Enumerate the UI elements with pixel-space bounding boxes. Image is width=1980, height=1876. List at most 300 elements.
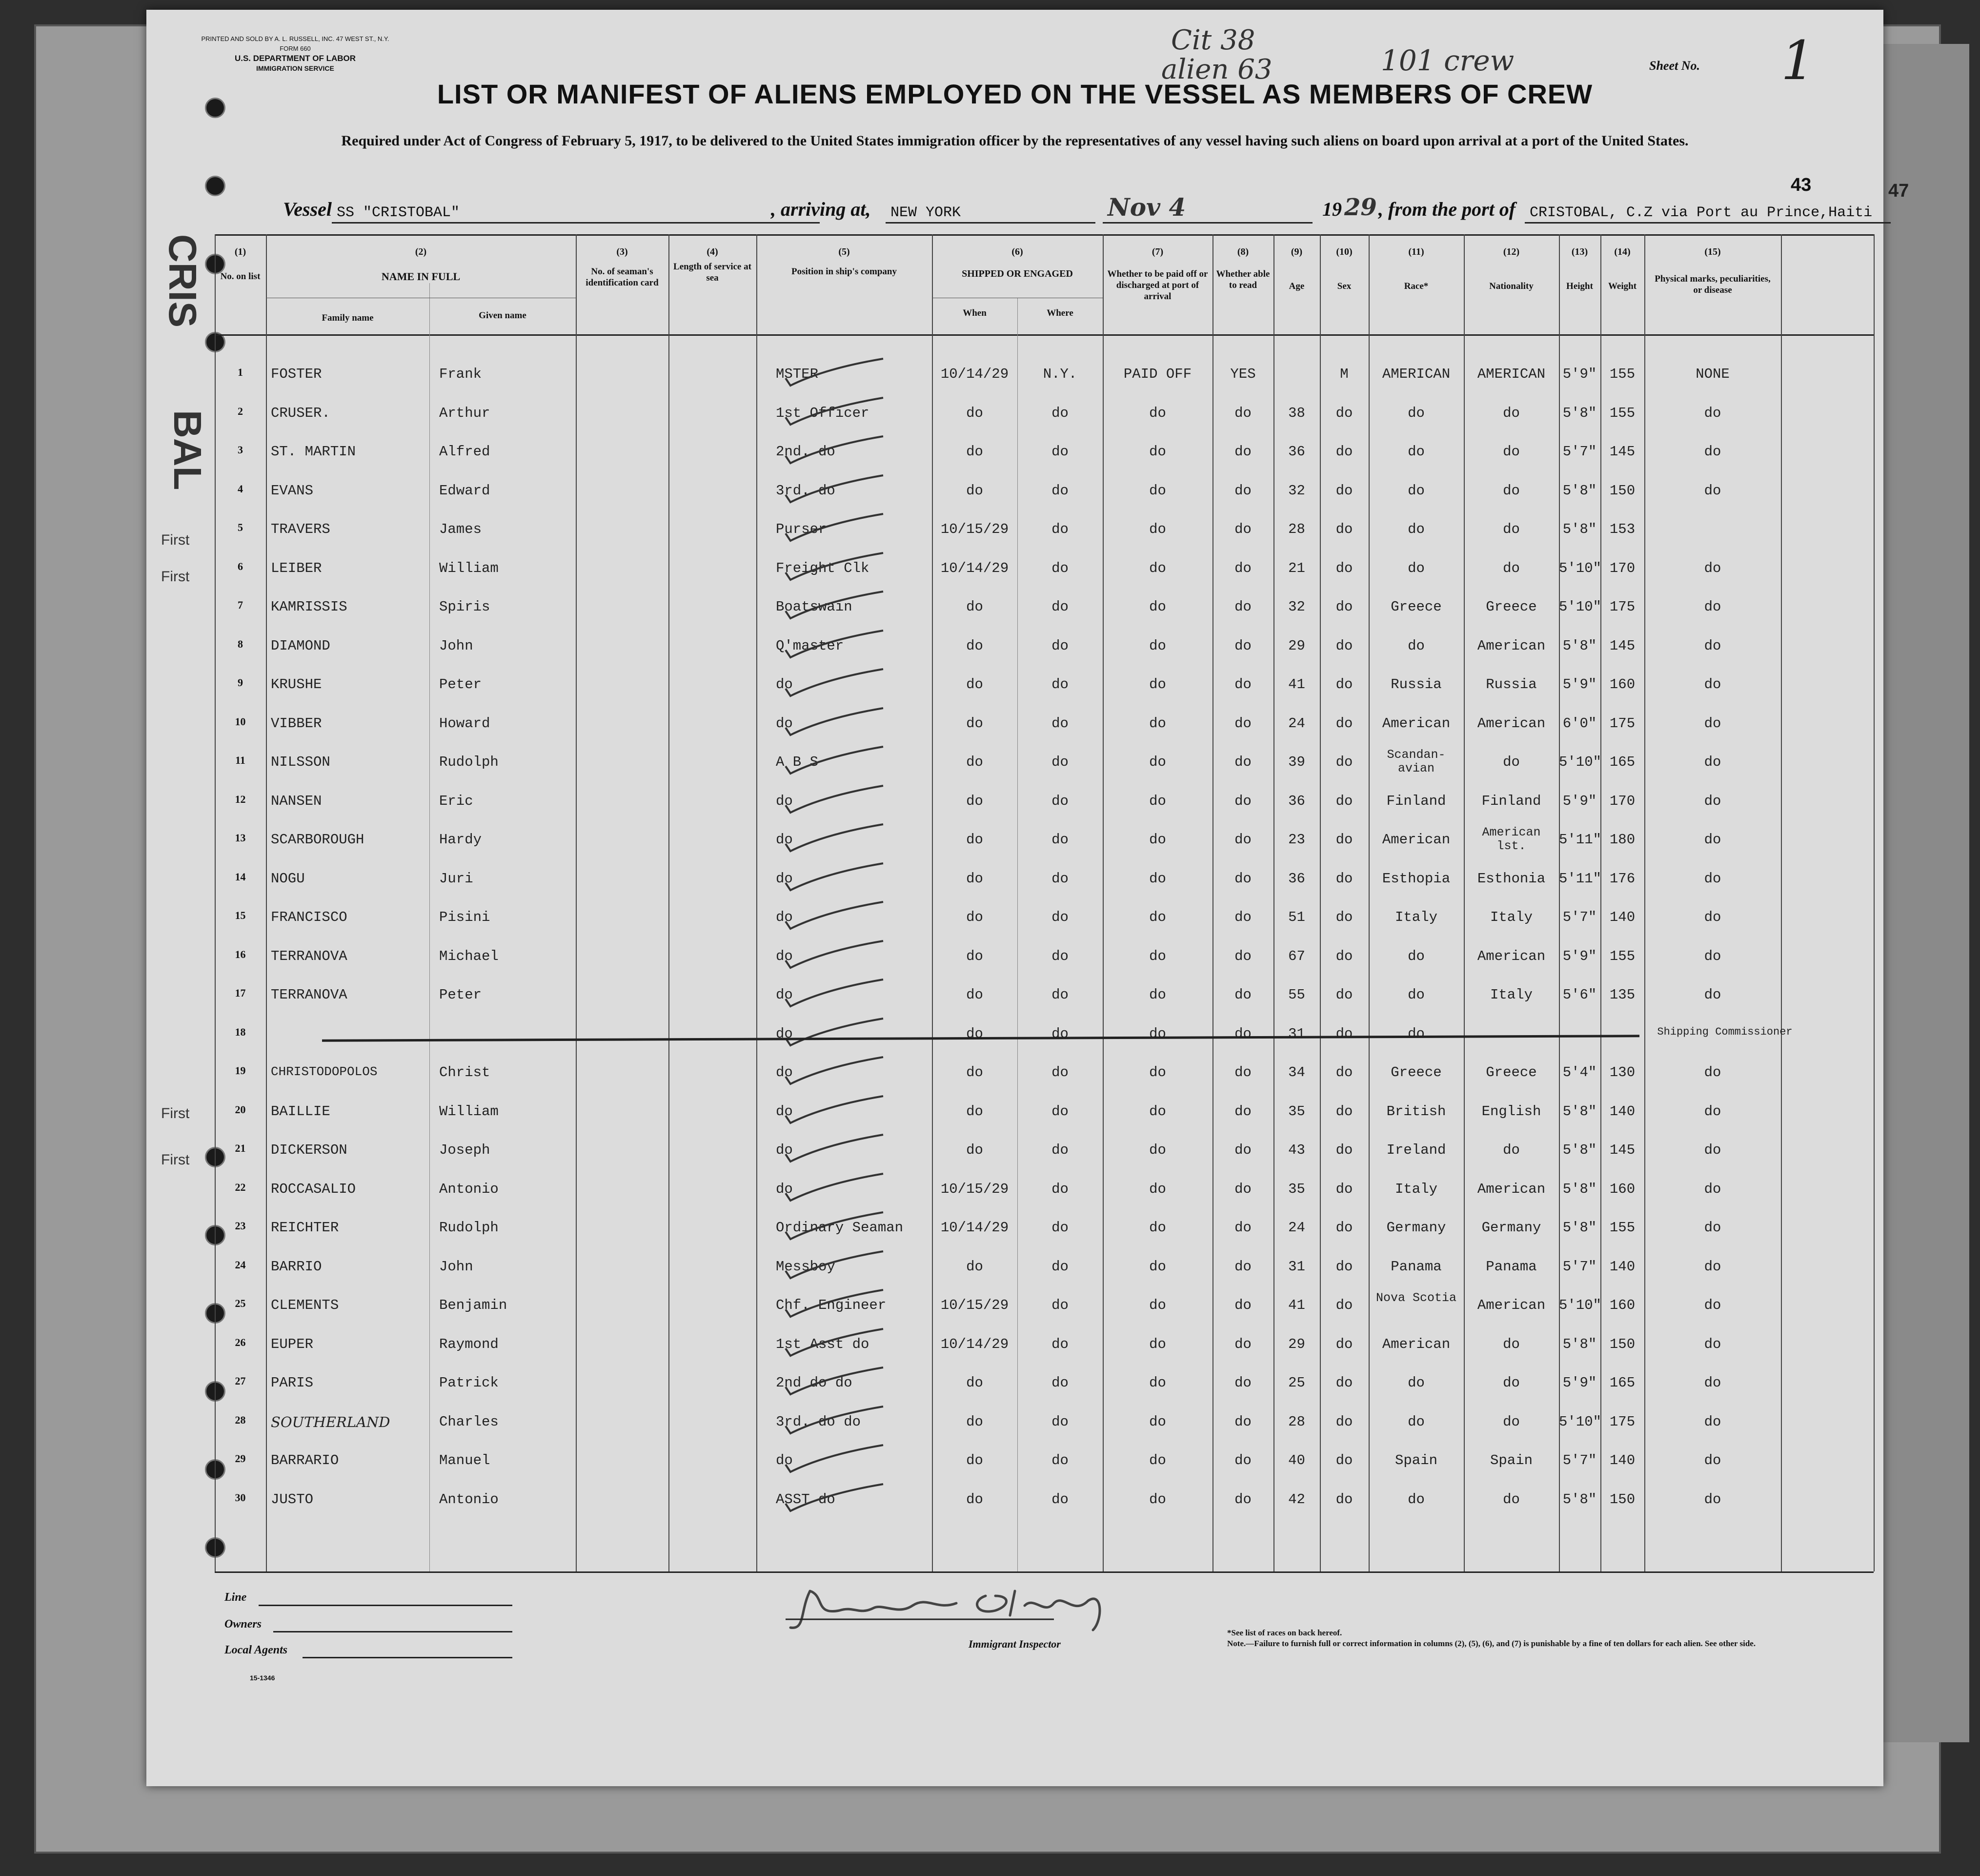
cell-position: Ordinary Seaman	[776, 1220, 904, 1236]
cell-marks: do	[1704, 832, 1721, 848]
vessel-name: SS "CRISTOBAL"	[337, 204, 460, 221]
cell-age: 23	[1288, 832, 1305, 848]
cell-marks: do	[1704, 1297, 1721, 1313]
cell-paid: do	[1149, 599, 1166, 615]
cell-nationality: do	[1503, 1491, 1520, 1508]
cell-height: 6'0"	[1562, 715, 1597, 732]
table-row	[146, 483, 1883, 517]
table-row	[146, 1181, 1883, 1215]
cell-read: YES	[1230, 366, 1256, 382]
cell-race: Russia	[1391, 676, 1442, 693]
cell-where: do	[1051, 1336, 1069, 1352]
cell-no: 24	[235, 1258, 246, 1271]
check-mark	[781, 1171, 888, 1205]
cell-no: 16	[235, 948, 246, 960]
cell-race: do	[1408, 1491, 1425, 1508]
cell-paid: PAID OFF	[1123, 366, 1192, 382]
check-mark	[781, 1055, 888, 1089]
cell-where: do	[1051, 1103, 1069, 1120]
cell-weight: 140	[1609, 1258, 1636, 1275]
cell-height: 5'10"	[1559, 754, 1602, 770]
cell-where: do	[1051, 1375, 1069, 1391]
cell-read: do	[1234, 832, 1252, 848]
cell-family: LEIBER	[271, 560, 322, 576]
cell-sex: do	[1335, 405, 1353, 421]
cell-race: do	[1408, 405, 1425, 421]
cell-where: do	[1051, 1491, 1069, 1508]
table-row	[146, 987, 1883, 1021]
cell-read: do	[1234, 1181, 1252, 1197]
page-number-47: 47	[1888, 181, 1909, 201]
cell-nationality: American	[1477, 637, 1546, 654]
cell-nationality: Italy	[1490, 987, 1533, 1003]
cell-family: CLEMENTS	[271, 1297, 339, 1313]
header-height: Height	[1566, 281, 1593, 291]
cell-position: 2nd do do	[776, 1375, 852, 1391]
table-row	[146, 676, 1883, 711]
cell-sex: do	[1335, 1064, 1353, 1081]
col-number-6: (6)	[1011, 246, 1023, 257]
header-name-in-full: NAME IN FULL	[381, 270, 461, 283]
cell-race: Scandan-avian	[1387, 748, 1446, 775]
cell-paid: do	[1149, 444, 1166, 460]
cell-nationality: American	[1477, 1181, 1546, 1197]
cell-where: do	[1051, 793, 1069, 809]
cell-marks: do	[1704, 1064, 1721, 1081]
margin-first-4: First	[161, 1152, 190, 1168]
cell-weight: 155	[1609, 1220, 1636, 1236]
cell-sex: do	[1335, 1375, 1353, 1391]
line-label: Line	[224, 1591, 247, 1604]
cell-where: do	[1051, 1297, 1069, 1313]
cell-where: do	[1051, 715, 1069, 732]
table-top-border	[215, 234, 1874, 236]
check-mark	[781, 1443, 888, 1477]
cell-nationality: Germany	[1481, 1220, 1541, 1236]
cell-position: ASST do	[776, 1491, 835, 1508]
check-mark	[781, 511, 888, 546]
cell-read: do	[1234, 1452, 1252, 1468]
cell-nationality: Panama	[1486, 1258, 1537, 1275]
cell-sex: do	[1335, 1103, 1353, 1120]
cell-no: 12	[235, 793, 246, 805]
cell-when: do	[966, 832, 983, 848]
cell-given: Raymond	[439, 1336, 499, 1352]
cell-family: TRAVERS	[271, 521, 330, 537]
cell-family: NOGU	[271, 870, 305, 887]
check-mark	[781, 434, 888, 468]
col-number-10: (10)	[1336, 246, 1353, 257]
cell-sex: do	[1335, 521, 1353, 537]
cell-given: Joseph	[439, 1142, 490, 1158]
check-mark	[781, 667, 888, 701]
col-number-12: (12)	[1503, 246, 1520, 257]
local-agents-label: Local Agents	[224, 1644, 288, 1656]
cell-nationality: English	[1481, 1103, 1541, 1120]
cell-marks: do	[1704, 599, 1721, 615]
cell-where: do	[1051, 1181, 1069, 1197]
cell-no: 26	[235, 1336, 246, 1348]
page-number-43: 43	[1791, 175, 1812, 195]
cell-position: Purser	[776, 521, 827, 537]
cell-nationality: do	[1503, 1336, 1520, 1352]
table-row	[146, 521, 1883, 555]
cell-marks: do	[1704, 715, 1721, 732]
cell-when: 10/15/29	[940, 1297, 1009, 1313]
cell-marks: do	[1704, 909, 1721, 925]
owners-underline	[273, 1631, 512, 1632]
races-note: *See list of races on back hereof.	[1227, 1628, 1342, 1637]
cell-weight: 150	[1609, 1336, 1636, 1352]
cell-read: do	[1234, 870, 1252, 887]
cell-no: 20	[235, 1103, 246, 1116]
cell-where: do	[1051, 482, 1069, 499]
table-row	[146, 871, 1883, 905]
cell-read: do	[1234, 521, 1252, 537]
cell-height: 5'8"	[1562, 637, 1597, 654]
table-row	[146, 825, 1883, 866]
table-row	[146, 560, 1883, 594]
cell-race: do	[1408, 444, 1425, 460]
margin-stamp-cris: CRIS	[161, 234, 204, 328]
table-row	[146, 1414, 1883, 1448]
cell-paid: do	[1149, 560, 1166, 576]
cell-age: 35	[1288, 1181, 1305, 1197]
cell-sex: do	[1335, 1181, 1353, 1197]
cell-read: do	[1234, 1025, 1252, 1042]
cell-race: do	[1408, 482, 1425, 499]
cell-family: ST. MARTIN	[271, 444, 356, 460]
cell-sex: do	[1335, 1413, 1353, 1430]
cell-no: 5	[238, 521, 243, 533]
check-mark	[781, 1287, 888, 1322]
cell-age: 25	[1288, 1375, 1305, 1391]
cell-nationality: do	[1503, 444, 1520, 460]
cell-marks: do	[1704, 1452, 1721, 1468]
cell-read: do	[1234, 1491, 1252, 1508]
cell-paid: do	[1149, 637, 1166, 654]
manifest-sheet	[146, 10, 1909, 1786]
cell-where: do	[1051, 948, 1069, 964]
cell-when: 10/14/29	[940, 1336, 1009, 1352]
cell-where: do	[1051, 560, 1069, 576]
cell-nationality: AMERICAN	[1477, 366, 1546, 382]
cell-paid: do	[1149, 1336, 1166, 1352]
cell-given: Charles	[439, 1413, 499, 1430]
cell-race: American	[1382, 832, 1451, 848]
cell-no: 22	[235, 1181, 246, 1193]
cell-no: 4	[238, 482, 243, 495]
cell-given: Howard	[439, 715, 490, 732]
cell-position: 1st Officer	[776, 405, 869, 421]
cell-sex: do	[1335, 1452, 1353, 1468]
cell-given: James	[439, 521, 482, 537]
cell-family: DICKERSON	[271, 1142, 347, 1158]
cell-height: 5'9"	[1562, 676, 1597, 693]
hand-note-alien: alien 63	[1161, 54, 1273, 85]
cell-nationality: do	[1503, 405, 1520, 421]
cell-sex: do	[1335, 1220, 1353, 1236]
header-given-name: Given name	[479, 310, 526, 321]
margin-first-1: First	[161, 532, 190, 548]
check-mark	[781, 395, 888, 429]
col-number-5: (5)	[838, 246, 850, 257]
cell-position: do	[776, 1103, 793, 1120]
arriving-label: , arriving at,	[771, 198, 871, 220]
cell-weight: 165	[1609, 754, 1636, 770]
table-row	[146, 405, 1883, 439]
cell-race: Greece	[1391, 1064, 1442, 1081]
cell-when: do	[966, 1452, 983, 1468]
cell-when: do	[966, 987, 983, 1003]
cell-height: 5'10"	[1559, 560, 1602, 576]
cell-read: do	[1234, 1220, 1252, 1236]
cell-height: 5'8"	[1562, 1491, 1597, 1508]
cell-race: Germany	[1386, 1220, 1446, 1236]
check-mark	[781, 1249, 888, 1283]
check-mark	[781, 1482, 888, 1516]
cell-race: do	[1408, 948, 1425, 964]
cell-marks: do	[1704, 444, 1721, 460]
owners-label: Owners	[224, 1618, 262, 1631]
cell-family: CHRISTODOPOLOS	[271, 1064, 378, 1079]
cell-age: 32	[1288, 482, 1305, 499]
cell-no: 7	[238, 599, 243, 611]
cell-family: EVANS	[271, 482, 314, 499]
table-row	[146, 638, 1883, 672]
cell-given: Spiris	[439, 599, 490, 615]
check-mark	[781, 1210, 888, 1244]
cell-age: 51	[1288, 909, 1305, 925]
cell-weight: 153	[1609, 521, 1636, 537]
cell-when: do	[966, 909, 983, 925]
cell-given: Alfred	[439, 444, 490, 460]
sheet-number-value: 1	[1781, 29, 1815, 92]
cell-given: William	[439, 1103, 499, 1120]
cell-where: do	[1051, 754, 1069, 770]
cell-height: 5'7"	[1562, 909, 1597, 925]
cell-marks: do	[1704, 1375, 1721, 1391]
cell-position: 1st Asst do	[776, 1336, 869, 1352]
cell-no: 18	[235, 1025, 246, 1038]
department-name: U.S. DEPARTMENT OF LABOR	[234, 54, 356, 63]
inspector-signature	[781, 1581, 1220, 1635]
cell-no: 14	[235, 870, 246, 883]
cell-age: 36	[1288, 793, 1305, 809]
check-mark	[781, 589, 888, 623]
cell-when: do	[966, 793, 983, 809]
table-row	[146, 599, 1883, 633]
cell-when: do	[966, 637, 983, 654]
cell-nationality: American lst.	[1482, 825, 1541, 853]
cell-sex: M	[1340, 366, 1349, 382]
arrival-date: Nov 4	[1108, 193, 1186, 222]
cell-nationality: do	[1503, 754, 1520, 770]
cell-sex: do	[1335, 754, 1353, 770]
cell-when: 10/15/29	[940, 1181, 1009, 1197]
check-mark	[781, 356, 888, 390]
cell-height: 5'9"	[1562, 948, 1597, 964]
cell-height: 5'8"	[1562, 1103, 1597, 1120]
cell-marks: do	[1704, 1181, 1721, 1197]
cell-height: 5'4"	[1562, 1064, 1597, 1081]
cell-where: N.Y.	[1043, 366, 1077, 382]
cell-read: do	[1234, 637, 1252, 654]
cell-given: Michael	[439, 948, 499, 964]
table-row	[146, 1291, 1883, 1331]
cell-sex: do	[1335, 1336, 1353, 1352]
cell-marks: do	[1704, 1491, 1721, 1508]
cell-height: 5'8"	[1562, 521, 1597, 537]
cell-no: 27	[235, 1375, 246, 1387]
table-row	[146, 948, 1883, 982]
cell-given: Benjamin	[439, 1297, 507, 1313]
cell-no: 17	[235, 987, 246, 999]
cell-position: do	[776, 870, 793, 887]
hand-note-cit: Cit 38	[1171, 24, 1255, 56]
cell-age: 29	[1288, 1336, 1305, 1352]
cell-age: 21	[1288, 560, 1305, 576]
cell-no: 21	[235, 1142, 246, 1154]
cell-family: SOUTHERLAND	[271, 1413, 390, 1430]
form-code: 15-1346	[250, 1674, 275, 1682]
cell-given: Peter	[439, 676, 482, 693]
from-port: CRISTOBAL, C.Z via Port au Prince,Haiti	[1530, 204, 1873, 221]
cell-no: 28	[235, 1413, 246, 1426]
cell-race: AMERICAN	[1382, 366, 1451, 382]
cell-age: 28	[1288, 1413, 1305, 1430]
cell-paid: do	[1149, 870, 1166, 887]
cell-paid: do	[1149, 832, 1166, 848]
cell-family: SCARBOROUGH	[271, 832, 364, 848]
cell-paid: do	[1149, 1413, 1166, 1430]
cell-read: do	[1234, 987, 1252, 1003]
cell-race: American	[1382, 1336, 1451, 1352]
cell-position: Freight Clk	[776, 560, 869, 576]
cell-sex: do	[1335, 832, 1353, 848]
cell-where: do	[1051, 1220, 1069, 1236]
cell-family: KAMRISSIS	[271, 599, 347, 615]
table-row	[146, 1259, 1883, 1293]
cell-nationality: American	[1477, 715, 1546, 732]
cell-sex: do	[1335, 482, 1353, 499]
cell-race: do	[1408, 1025, 1425, 1042]
cell-age: 24	[1288, 715, 1305, 732]
cell-given: Frank	[439, 366, 482, 382]
cell-weight: 140	[1609, 1452, 1636, 1468]
cell-race: Ireland	[1386, 1142, 1446, 1158]
cell-position: A B S	[776, 754, 819, 770]
cell-age: 24	[1288, 1220, 1305, 1236]
cell-no: 1	[238, 366, 243, 378]
from-label: , from the port of	[1378, 198, 1516, 220]
cell-height: 5'8"	[1562, 1336, 1597, 1352]
form-number: FORM 660	[280, 45, 311, 52]
cell-where: do	[1051, 599, 1069, 615]
cell-age: 35	[1288, 1103, 1305, 1120]
col-number-11: (11)	[1408, 246, 1424, 257]
cell-race: Esthopia	[1382, 870, 1451, 887]
cell-weight: 170	[1609, 793, 1636, 809]
cell-family: CRUSER.	[271, 405, 330, 421]
cell-when: do	[966, 482, 983, 499]
cell-no: 9	[238, 676, 243, 689]
table-row	[146, 1491, 1883, 1526]
cell-position: MSTER	[776, 366, 819, 382]
cell-paid: do	[1149, 1181, 1166, 1197]
cell-height: 5'11"	[1559, 870, 1602, 887]
cell-age: 28	[1288, 521, 1305, 537]
check-mark	[781, 628, 888, 662]
cell-paid: do	[1149, 793, 1166, 809]
table-row	[146, 1220, 1883, 1254]
check-mark	[781, 1326, 888, 1361]
cell-weight: 145	[1609, 444, 1636, 460]
cell-position: 2nd. do	[776, 444, 835, 460]
cell-nationality: do	[1503, 521, 1520, 537]
cell-read: do	[1234, 1142, 1252, 1158]
cell-where: do	[1051, 987, 1069, 1003]
cell-position: do	[776, 1142, 793, 1158]
cell-nationality: Esthonia	[1477, 870, 1546, 887]
line-underline	[259, 1605, 512, 1606]
arrival-port: NEW YORK	[890, 204, 961, 221]
cell-position: 3rd. do do	[776, 1413, 861, 1430]
cell-age: 31	[1288, 1025, 1305, 1042]
cell-paid: do	[1149, 1142, 1166, 1158]
cell-no: 13	[235, 832, 246, 844]
cell-read: do	[1234, 1297, 1252, 1313]
cell-age: 29	[1288, 637, 1305, 654]
cell-family: JUSTO	[271, 1491, 314, 1508]
cell-where: do	[1051, 637, 1069, 654]
header-paid-off: Whether to be paid off or discharged at port of arrival	[1107, 269, 1208, 302]
cell-height: 5'7"	[1562, 444, 1597, 460]
cell-sex: do	[1335, 948, 1353, 964]
cell-weight: 160	[1609, 676, 1636, 693]
check-mark	[781, 861, 888, 895]
check-mark	[781, 822, 888, 856]
cell-paid: do	[1149, 715, 1166, 732]
cell-height: 5'10"	[1559, 599, 1602, 615]
table-row	[146, 1142, 1883, 1176]
cell-when: 10/15/29	[940, 521, 1009, 537]
cell-family: BAILLIE	[271, 1103, 330, 1120]
table-row	[146, 1026, 1883, 1060]
cell-marks: NONE	[1696, 366, 1730, 382]
cell-given: Edward	[439, 482, 490, 499]
cell-position: do	[776, 1064, 793, 1081]
check-mark	[781, 899, 888, 934]
cell-family: EUPER	[271, 1336, 314, 1352]
cell-given: Rudolph	[439, 1220, 499, 1236]
cell-when: do	[966, 599, 983, 615]
cell-age: 55	[1288, 987, 1305, 1003]
table-row	[146, 1103, 1883, 1138]
cell-weight: 140	[1609, 909, 1636, 925]
header-sex: Sex	[1337, 281, 1352, 291]
cell-where: do	[1051, 521, 1069, 537]
check-mark	[781, 977, 888, 1011]
cell-given: Pisini	[439, 909, 490, 925]
cell-marks: Shipping Commissioner	[1657, 1025, 1793, 1038]
cell-family: DIAMOND	[271, 637, 330, 654]
signature-graphic	[781, 1581, 1220, 1635]
cell-nationality: do	[1503, 1142, 1520, 1158]
cell-when: do	[966, 1103, 983, 1120]
cell-nationality: Spain	[1490, 1452, 1533, 1468]
cell-race: do	[1408, 521, 1425, 537]
